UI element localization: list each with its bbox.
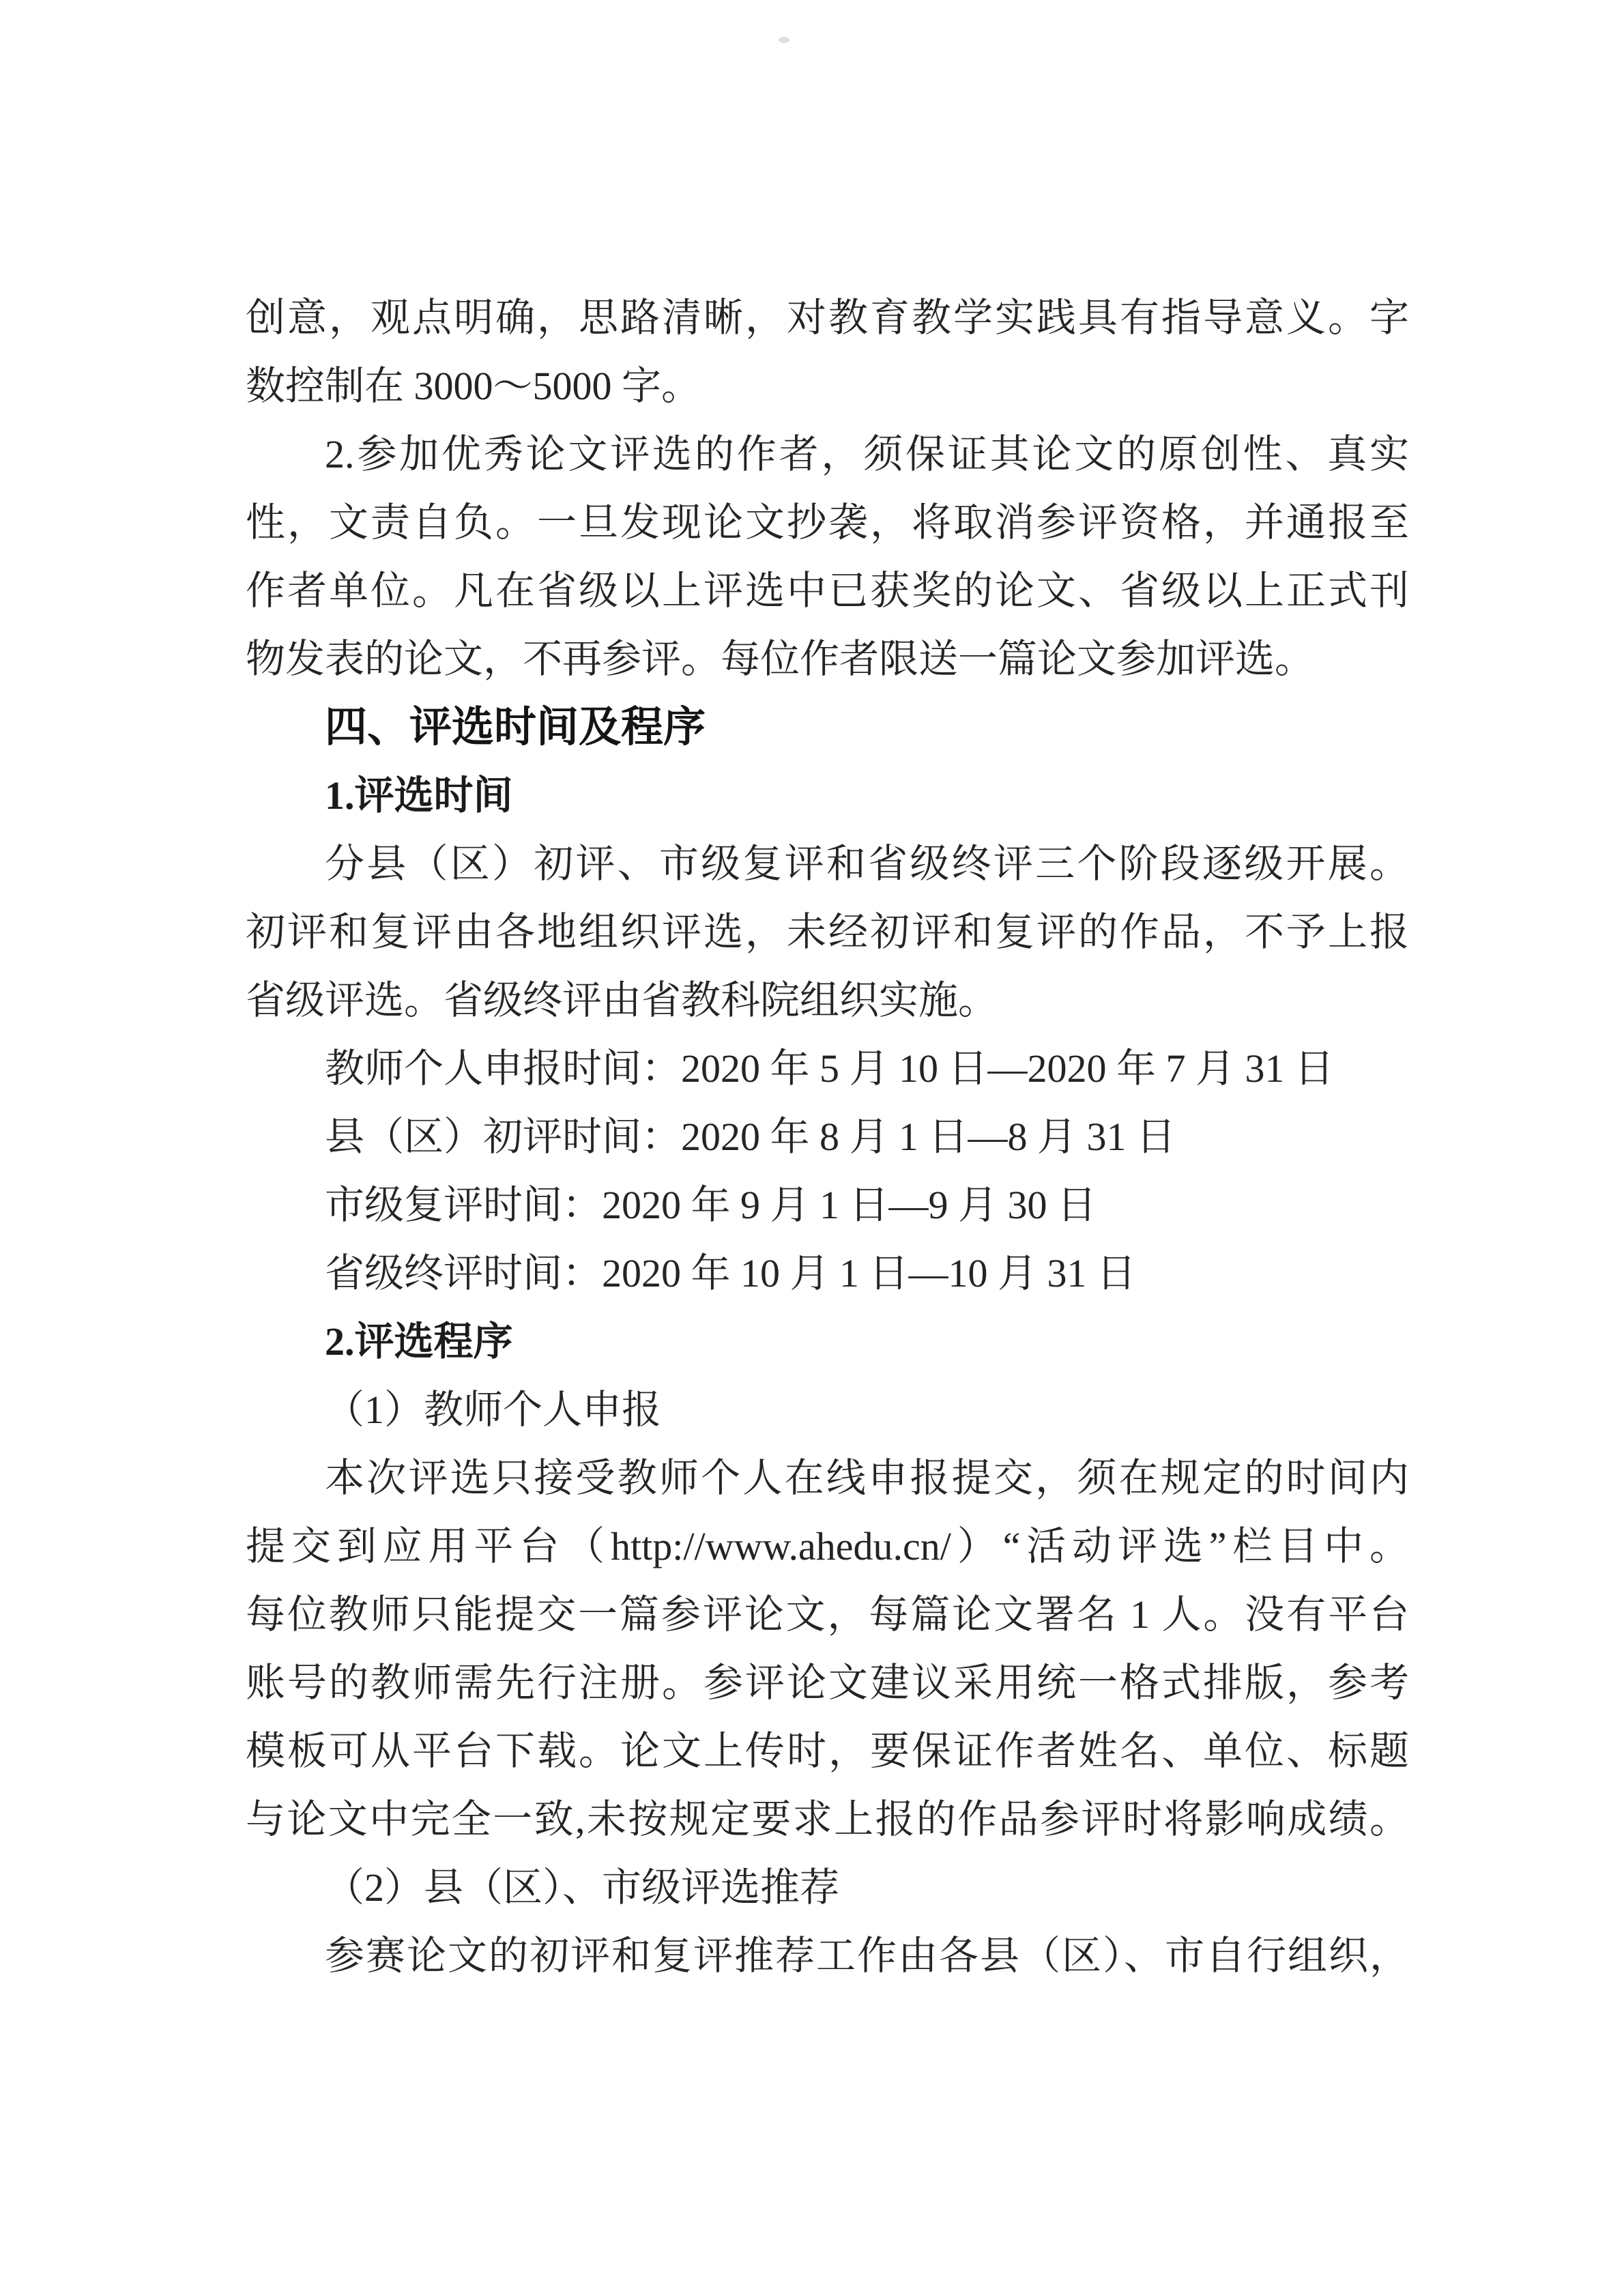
paragraph-line: 数控制在 3000～5000 字。 [246,364,701,408]
paragraph-line: 创意，观点明确，思路清晰，对教育教学实践具有指导意义。字 [246,296,1409,340]
schedule-line: 县（区）初评时间：2020 年 8 月 1 日—8 月 31 日 [325,1115,1176,1159]
schedule-line: 教师个人申报时间：2020 年 5 月 10 日—2020 年 7 月 31 日 [325,1046,1335,1091]
paragraph-line: 参赛论文的初评和复评推荐工作由各县（区）、市自行组织， [325,1934,1409,1978]
paragraph-line: 初评和复评由各地组织评选，未经初评和复评的作品，不予上报 [246,910,1409,954]
schedule-line: 市级复评时间：2020 年 9 月 1 日—9 月 30 日 [325,1183,1097,1227]
subsection-heading: 2.评选程序 [325,1319,513,1364]
paragraph-line: 2.参加优秀论文评选的作者，须保证其论文的原创性、真实 [325,432,1409,476]
paragraph-line: 性，文责自负。一旦发现论文抄袭，将取消参评资格，并通报至 [246,500,1409,545]
list-item-heading: （1）教师个人申报 [325,1388,662,1432]
paragraph-line: 模板可从平台下载。论文上传时，要保证作者姓名、单位、标题 [246,1729,1409,1773]
paragraph-line: 分县（区）初评、市级复评和省级终评三个阶段逐级开展。 [325,842,1409,886]
paragraph-line: 本次评选只接受教师个人在线申报提交，须在规定的时间内 [325,1456,1409,1500]
paragraph-line: 提交到应用平台（http://www.ahedu.cn/）“活动评选”栏目中。 [246,1524,1409,1568]
section-heading: 四、评选时间及程序 [325,704,706,751]
paragraph-line: 物发表的论文，不再参评。每位作者限送一篇论文参加评选。 [246,637,1315,681]
scan-smudge [779,37,789,43]
paragraph-line: 账号的教师需先行注册。参评论文建议采用统一格式排版，参考 [246,1661,1409,1705]
document-text-block [246,284,1409,1990]
paragraph-line: 与论文中完全一致,未按规定要求上报的作品参评时将影响成绩。 [246,1797,1409,1841]
subsection-heading: 1.评选时间 [325,773,513,818]
paragraph-line: 省级评选。省级终评由省教科院组织实施。 [246,978,998,1022]
paragraph-line: 作者单位。凡在省级以上评选中已获奖的论文、省级以上正式刊 [246,569,1409,613]
list-item-heading: （2）县（区）、市级评选推荐 [325,1865,840,1910]
schedule-line: 省级终评时间：2020 年 10 月 1 日—10 月 31 日 [325,1251,1137,1295]
paragraph-line: 每位教师只能提交一篇参评论文，每篇论文署名 1 人。没有平台 [246,1592,1409,1637]
